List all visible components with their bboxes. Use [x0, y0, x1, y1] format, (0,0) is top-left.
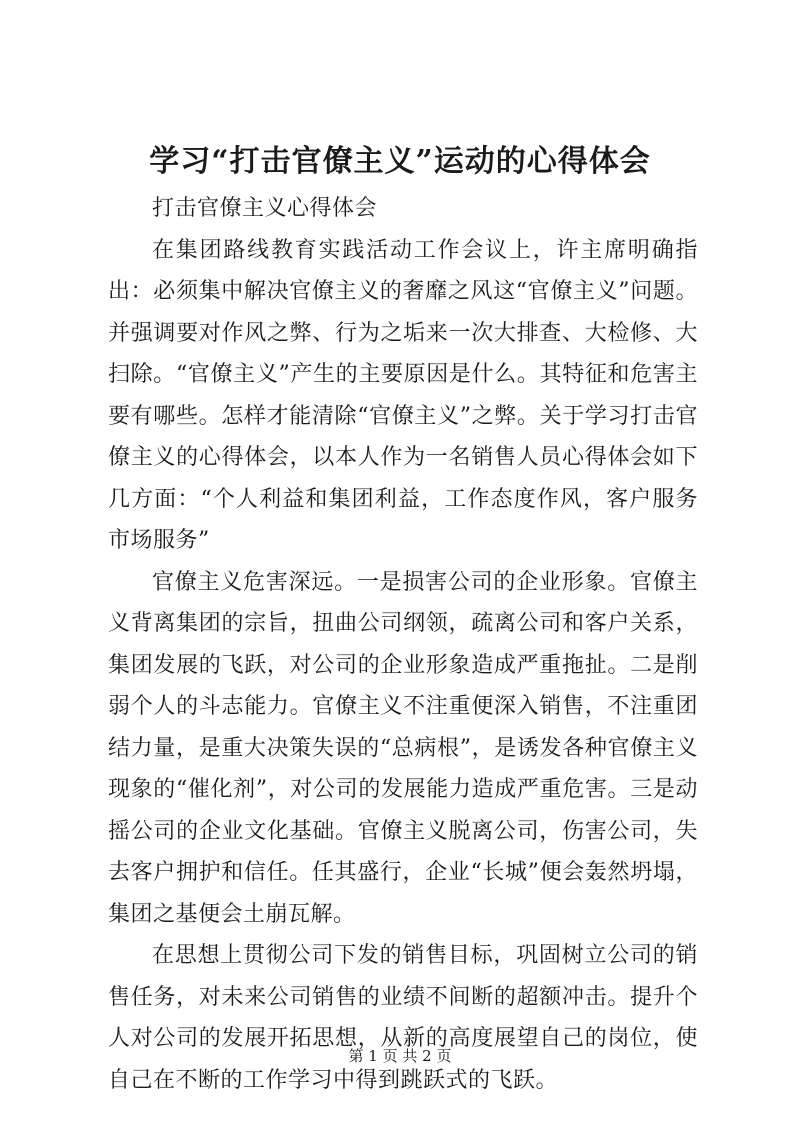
- body-paragraph: 在集团路线教育实践活动工作会议上，许主席明确指出：必须集中解决官僚主义的奢靡之风这“官僚主义”问题。并强调要对作风之弊、行为之垢来一次大排查、大检修、大扫除。“官僚主义”产生的主要原因是什么。其特征和危害主要有哪些。怎样才能清除“官僚主义”之弊。关于学习打击官僚主义的心得体会，以本人作为一名销售人员心得体会如下几方面：“个人利益和集团利益，工作态度作风，客户服务市场服务”: [108, 237, 698, 553]
- body-paragraph: 官僚主义危害深远。一是损害公司的企业形象。官僚主义背离集团的宗旨，扭曲公司纲领，疏离公司和客户关系，集团发展的飞跃，对公司的企业形象造成严重拖扯。二是削弱个人的斗志能力。官僚主义不注重便深入销售，不注重团结力量，是重大决策失误的“总病根”，是诱发各种官僚主义现象的“催化剂”，对公司的发展能力造成严重危害。三是动摇公司的企业文化基础。官僚主义脱离公司，伤害公司，失去客户拥护和信任。任其盛行，企业“长城”便会轰然坍塌，集团之基便会土崩瓦解。: [108, 569, 698, 927]
- document-body: [108, 188, 698, 1101]
- page-footer: 第 1 页 共 2 页: [348, 1047, 452, 1065]
- body-paragraph: 在思想上贯彻公司下发的销售目标，巩固树立公司的销售任务，对未来公司销售的业绩不间断的超额冲击。提升个人对公司的发展开拓思想，从新的高度展望自己的岗位，使自己在不断的工作学习中得到跳跃式的飞跃。: [108, 943, 698, 1093]
- document-title: 学习“打击官僚主义”运动的心得体会: [149, 144, 651, 179]
- subtitle-paragraph: 打击官僚主义心得体会: [152, 196, 378, 221]
